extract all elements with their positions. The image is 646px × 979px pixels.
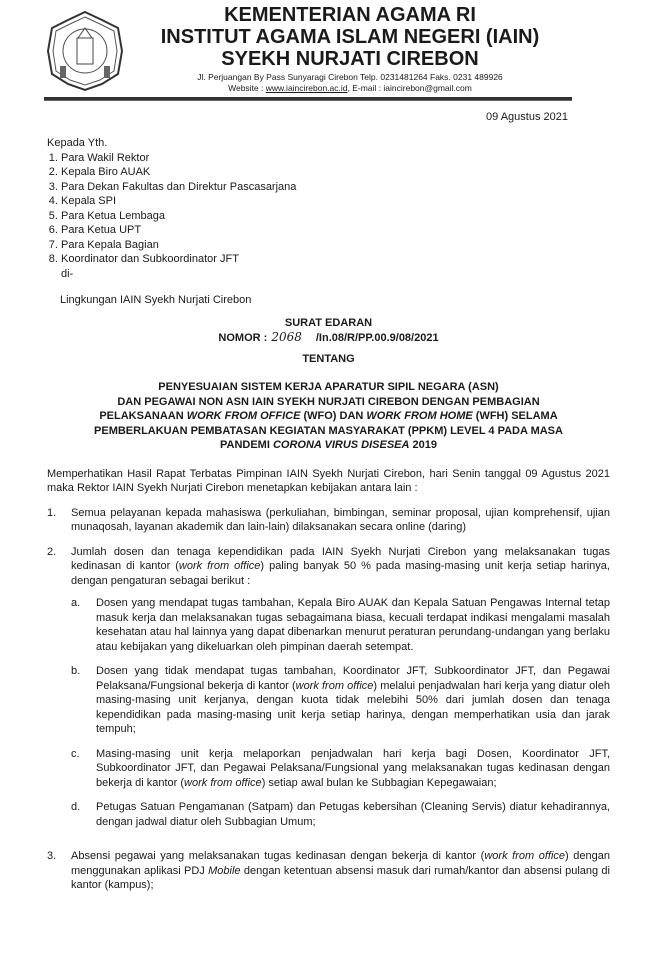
sub-number: a. bbox=[71, 597, 81, 609]
sub-text bbox=[96, 747, 610, 791]
text: ) paling banyak 50 % pada masing-masing unit kerja setiap harinya, dengan pengaturan sebagai berikut : bbox=[71, 560, 610, 587]
item-number: 2. bbox=[47, 545, 57, 558]
subject-line: DAN PEGAWAI NON ASN IAIN SYEKH NURJATI CIREBON DENGAN PEMBAGIAN bbox=[117, 395, 540, 408]
ministry-name: KEMENTERIAN AGAMA RI bbox=[224, 4, 476, 26]
addressee-location: Lingkungan IAIN Syekh Nurjati Cirebon bbox=[60, 294, 252, 306]
institute-subname: SYEKH NURJATI CIREBON bbox=[221, 48, 479, 70]
subject-text: (WFO) DAN bbox=[300, 410, 367, 422]
item-text: Semua pelayanan kepada mahasiswa (perkuliahan, bimbingan, seminar proposal, ujian komprehensif, ujian munaqosah, layanan akademik dan lain-lain) dilaksanakan secara online (daring) bbox=[71, 506, 610, 533]
subject-text: 2019 bbox=[409, 439, 437, 451]
iain-logo bbox=[44, 10, 126, 92]
item-content bbox=[71, 545, 610, 840]
subject-text: WORK FROM HOME bbox=[366, 410, 473, 422]
addressee-list bbox=[47, 151, 610, 267]
subject-text: PANDEMI bbox=[219, 439, 273, 451]
addressee-di: di- bbox=[61, 267, 74, 280]
item-text bbox=[71, 849, 610, 893]
text: work from office bbox=[484, 850, 566, 862]
subject-text: CORONA VIRUS DISESEA bbox=[272, 439, 410, 451]
addressee-item: 5. Para Ketua Lembaga bbox=[61, 209, 610, 224]
addressee-item: 2. Kepala Biro AUAK bbox=[61, 165, 610, 180]
website-link[interactable]: www.iaincirebon.ac.id bbox=[265, 83, 348, 93]
institute-address: Jl. Perjuangan By Pass Sunyaragi Cirebon Telp. 0231481264 Faks. 0231 489926 bbox=[197, 72, 503, 82]
addressee-item: 1. Para Wakil Rektor bbox=[61, 151, 610, 166]
item-number: 1. bbox=[47, 506, 57, 519]
text: dengan ketentuan absensi masuk dari rumah/kantor dan absensi pulang di kantor (kampus); bbox=[71, 864, 610, 891]
letter-content bbox=[47, 136, 610, 903]
institute-contact bbox=[130, 83, 570, 94]
text: Dosen yang tidak mendapat tugas tambahan, Koordinator JFT, Subkoordinator JFT, dan Pegawai Pelaksana/Fungsional bekerja di kantor ( bbox=[96, 665, 610, 692]
addressee-block bbox=[47, 136, 610, 308]
subject-line bbox=[47, 409, 610, 424]
addressee-item: 8. Koordinator dan Subkoordinator JFT bbox=[61, 252, 610, 267]
item-number: 3. bbox=[47, 850, 57, 862]
policy-item-3 bbox=[47, 849, 610, 893]
sub-item-c bbox=[71, 747, 610, 791]
sub-item-b bbox=[71, 664, 610, 737]
number-suffix: /In.08/R/PP.00.9/08/2021 bbox=[315, 332, 439, 344]
addressee-item: 4. Kepala SPI bbox=[61, 194, 610, 209]
text: Masing-masing unit kerja melaporkan penjadwalan hari kerja bagi Dosen, Koordinator JFT, Subkoordinator JFT, dan Pegawai Pelaksana/Fungsional yang melaksanakan tugas kedinasan dengan bekerja di kantor ( bbox=[96, 747, 610, 789]
addressee-intro: Kepada Yth. bbox=[47, 137, 108, 149]
letter-type: SURAT EDARAN bbox=[284, 316, 373, 329]
addressee-item: 6. Para Ketua UPT bbox=[61, 223, 610, 238]
text: Jumlah dosen dan tenaga kependidikan pada IAIN Syekh Nurjati Cirebon yang melaksanakan tugas kedinasan di kantor ( bbox=[71, 545, 610, 572]
text: work from office bbox=[178, 560, 261, 572]
sub-number: d. bbox=[71, 801, 81, 813]
tentang-label: TENTANG bbox=[302, 352, 355, 365]
email-link[interactable]: iaincirebon@gmail.com bbox=[383, 83, 472, 93]
letter-date: 09 Agustus 2021 bbox=[486, 111, 568, 123]
handwritten-number: 2068 bbox=[271, 330, 302, 344]
email-label: , E-mail : bbox=[347, 83, 384, 93]
item-text bbox=[71, 545, 610, 589]
sub-text: Dosen yang mendapat tugas tambahan, Kepala Biro AUAK dan Kepala Satuan Pengawas Internal tetap masuk kerja dan melaksanakan tugas sebagaimana biasa, kecuali terdapat indikasi mengalami masalah kesehatan atau hal lainnya yang dapat dibenarkan menurut peraturan perundang-undangan yang berlaku atau kebijakan yang dikeluarkan oleh pimpinan daerah setempat. bbox=[96, 597, 610, 653]
website-label: Website : bbox=[228, 83, 266, 93]
sub-item-a bbox=[71, 596, 610, 654]
sub-number: c. bbox=[71, 747, 80, 760]
intro-paragraph: Memperhatikan Hasil Rapat Terbatas Pimpinan IAIN Syekh Nurjati Cirebon, hari Senin tanggal 09 Agustus 2021 maka Rektor IAIN Syekh Nurjati Cirebon menetapkan kebijakan antara lain : bbox=[47, 467, 610, 494]
sub-text bbox=[96, 664, 610, 737]
subject-text: (WFH) SELAMA bbox=[472, 410, 558, 422]
sub-item-d bbox=[71, 800, 610, 829]
sub-text: Petugas Satuan Pengamanan (Satpam) dan Petugas kebersihan (Cleaning Servis) diatur kehadirannya, dengan jadwal diatur oleh Subbagian Umum; bbox=[96, 801, 610, 828]
text: ) dengan menggunakan aplikasi PDJ bbox=[71, 850, 610, 877]
addressee-item: 7. Para Kepala Bagian bbox=[61, 238, 610, 253]
institute-name: INSTITUT AGAMA ISLAM NEGERI (IAIN) bbox=[160, 26, 540, 48]
text: Mobile bbox=[208, 864, 241, 877]
subject-text: PELAKSANAAN bbox=[99, 410, 187, 422]
text: ) melalui penjadwalan hari kerja yang diatur oleh masing-masing unit kerjanya, dengan kuota tidak melebihi 50% dari jumlah dosen dan tenaga kependidikan pada masing-masing unit kerja setiap harinya, dengan memperhatikan usia dan jarak tempuh; bbox=[96, 679, 610, 735]
letterhead-divider bbox=[44, 97, 572, 101]
text: work from office bbox=[184, 776, 262, 789]
number-label: NOMOR : bbox=[218, 332, 268, 344]
subject-line: PENYESUAIAN SISTEM KERJA APARATUR SIPIL NEGARA (ASN) bbox=[158, 381, 499, 393]
policy-item-1 bbox=[47, 506, 610, 535]
letter-body bbox=[47, 467, 610, 893]
text: Absensi pegawai yang melaksanakan tugas kedinasan dengan bekerja di kantor ( bbox=[71, 850, 485, 862]
addressee-item: 3. Para Dekan Fakultas dan Direktur Pascasarjana bbox=[61, 180, 610, 195]
letter-subject bbox=[47, 380, 610, 453]
text: ) setiap awal bulan ke Subbagian Kepegawaian; bbox=[261, 776, 497, 789]
subject-line: PEMBERLAKUAN PEMBATASAN KEGIATAN MASYARAKAT (PPKM) LEVEL 4 PADA MASA bbox=[94, 424, 563, 437]
letter-number bbox=[47, 330, 610, 346]
sub-number: b. bbox=[71, 665, 81, 677]
subject-line bbox=[47, 438, 610, 453]
subject-text: WORK FROM OFFICE bbox=[186, 410, 301, 422]
text: work from office bbox=[295, 679, 374, 692]
policy-item-2 bbox=[47, 545, 610, 840]
letter-heading bbox=[47, 316, 610, 346]
